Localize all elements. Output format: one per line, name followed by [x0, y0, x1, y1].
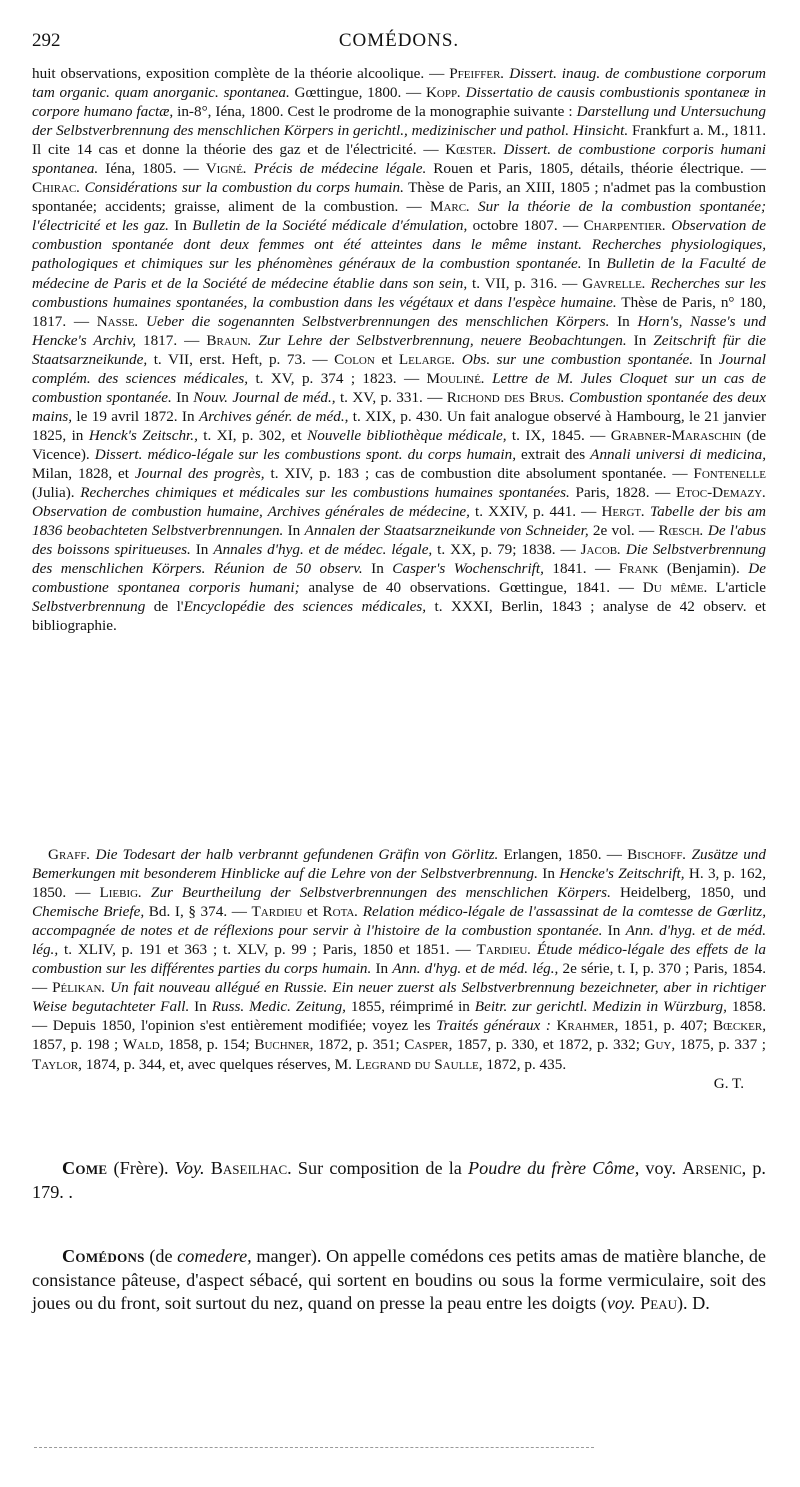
author-name: Braun: [206, 331, 248, 349]
text-run: t. XXXI, Berlin, 1843 ; analyse de 42 observ. et bibliographie.: [32, 598, 766, 635]
text-run: extrait des: [516, 445, 591, 463]
author-name: Rota: [322, 903, 355, 921]
italic-text: Journal complém. des sciences médicales,: [32, 350, 766, 387]
text-run: In: [168, 217, 193, 235]
author-name: Buchner: [254, 1036, 310, 1054]
text-run: Heidelberg, 1850, und: [610, 884, 766, 902]
text-run: manger). On appelle comédons ces petits amas de matière blanche, de consistance pâteuse, d'aspect sébacé, qui sortent en boudins ou sous la forme vermiculaire, soit des joues ou du front, soit surtout du nez, quand on presse la peau entre les doigts (: [32, 1246, 767, 1313]
italic-text: Nouv. Journal de méd.,: [193, 388, 336, 406]
text-run: t. VII, erst. Heft, p. 73. —: [147, 350, 335, 368]
italic-text: Dissert. médico-légale sur les combustions spont. du corps humain,: [94, 445, 516, 463]
italic-text: . Dissertatio de causis combustionis spontaneæ in corpore humano factæ,: [32, 84, 767, 121]
author-name: Guy: [644, 1036, 672, 1054]
author-name: Grabner-Maraschin: [610, 426, 742, 444]
italic-text: Archives génér. de méd.,: [198, 407, 349, 425]
text-run: Bd. I, § 374. —: [144, 903, 252, 921]
italic-text: voy.: [606, 1293, 636, 1313]
italic-text: . Dissert. inaug. de combustione corporum tam organic. quam anorganic. spontanea.: [32, 65, 766, 102]
italic-text: . Tabelle der bis am 1836 beobachteten Selbstverbrennungen.: [32, 503, 766, 540]
italic-text: Chemische Briefe,: [32, 903, 145, 921]
italic-text: Journal des progrès,: [134, 464, 265, 482]
text-run: Milan, 1828, et: [32, 464, 135, 482]
footer-rule: [34, 1447, 594, 1448]
text-run: In: [581, 255, 607, 273]
bibliography-paragraph-2: [32, 845, 766, 1093]
text-run: In: [190, 541, 214, 559]
italic-text: Beitr. zur gerichtl. Medizin in Würzburg,: [474, 998, 727, 1016]
author-name: Tardieu: [251, 903, 303, 921]
text-run: In: [693, 350, 719, 368]
italic-text: Voy.: [174, 1158, 205, 1178]
author-name: Kopp: [425, 84, 458, 102]
italic-text: . Lettre de M. Jules Cloquet sur un cas de combustion spontanée.: [32, 369, 766, 406]
italic-text: . Zur Beurtheilung der Selbstverbrennungen des menschlichen Körpers.: [138, 884, 611, 902]
text-run: in-8°, Iéna, 1800. Cest le prodrome de la monographie suivante :: [173, 103, 577, 121]
italic-text: Annales d'hyg. et de médec. légale,: [213, 541, 433, 559]
author-name: Marc: [429, 198, 467, 216]
text-run: octobre 1807. —: [467, 217, 584, 235]
text-run: In: [609, 312, 638, 330]
author-name: Bœcker: [712, 1017, 763, 1035]
text-run: (Julia).: [32, 484, 81, 502]
text-run: et: [302, 903, 323, 921]
text-run: In: [537, 865, 560, 883]
italic-text: Ann. d'hyg. et de méd. lég.,: [392, 960, 559, 978]
italic-text: Bulletin de la Faculté de médecine de Paris et de la Société de médecine établie dans son sein,: [32, 255, 766, 292]
italic-text: De combustione spontanea corporis humani;: [32, 560, 766, 597]
author-name: Chirac: [32, 179, 77, 197]
text-run: , 1874, p. 344, et, avec quelques réserves, M.: [78, 1055, 356, 1073]
italic-text: . Relation médico-légale de l'assassinat de la comtesse de Gœrlitz, accompagnée de notes et de réflexions pour servir à l'histoire de la combustion spontanée.: [32, 903, 767, 940]
dictionary-entry-come: [32, 1157, 766, 1204]
author-name: Casper: [404, 1036, 449, 1054]
text-run: t. XXIV, p. 441. —: [469, 503, 602, 521]
running-head: COMÉDONS.: [338, 30, 460, 51]
text-run: Rouen et Paris, 1805, détails, théorie électrique. —: [426, 160, 766, 178]
italic-text: comedere,: [177, 1246, 252, 1266]
bibliography-paragraph-1: [32, 64, 766, 635]
italic-text: . Die Todesart der halb verbrannt gefundenen Gräfin von Görlitz.: [86, 846, 499, 863]
text-run: Erlangen, 1850. —: [498, 846, 628, 863]
italic-text: . Zur Lehre der Selbstverbrennung, neuere Beobachtungen.: [247, 331, 627, 349]
author-name: Tardieu: [476, 941, 528, 959]
author-name: Nasse: [96, 312, 135, 330]
text-run: de l': [145, 598, 184, 616]
text-run: , 1858, p. 154;: [159, 1036, 255, 1054]
italic-text: . Obs. sur une combustion spontanée.: [451, 350, 694, 368]
dictionary-entry-comedons: [32, 1245, 766, 1316]
italic-text: Darstellung und Untersuchung der Selbstverbrennung des menschlichen Körpers in gerichtl., medizinischer und pathol. Hinsicht.: [32, 103, 766, 140]
italic-text: . Recherches sur les combustions humaines spontanées, la combustion dans les végétaux et dans l'espèce humaine.: [32, 274, 766, 311]
text-run: 1817. —: [136, 331, 207, 349]
text-run: 2e série, t. I, p. 370 ; Paris, 1854. —: [32, 960, 767, 997]
text-run: 1855, réimprimé in: [345, 998, 475, 1016]
text-run: 2e vol. —: [588, 522, 659, 540]
italic-text: . Un fait nouveau allégué en Russie. Ein neuer zuerst als Selbstverbrennung bezeichneter, aber in richtiger Weise begutachteter Fall.: [32, 979, 766, 1016]
text-run: In: [283, 522, 305, 540]
text-run: et: [374, 350, 399, 368]
italic-text: Encyclopédie des sciences médicales,: [183, 598, 427, 616]
italic-text: . Étude médico-légale des effets de la combustion sur les différentes parties du corps humain.: [32, 941, 766, 978]
text-run: ). D.: [677, 1293, 710, 1313]
text-run: (de: [144, 1246, 178, 1266]
text-run: voy.: [639, 1158, 683, 1178]
headword: Come: [62, 1158, 108, 1178]
italic-text: Selbstverbrennung: [32, 598, 146, 616]
author-name: Kœster: [445, 141, 493, 159]
italic-text: . Observation de combustion humaine, Archives générales de médecine,: [32, 484, 766, 521]
text-run: 1841. —: [543, 560, 619, 578]
text-run: . L'article: [703, 579, 767, 597]
author-name: Jacob: [580, 541, 618, 559]
text-run: , 1875, p. 337 ;: [671, 1036, 766, 1054]
author-name: Graff: [48, 846, 87, 863]
text-run: In: [602, 922, 626, 940]
text-run: In: [371, 960, 393, 978]
headword: Comédons: [62, 1246, 145, 1266]
text-run: Thèse de Paris, an XIII, 1805 ; n'admet pas la combustion spontanée; accidents; graisse, aliment de la combustion. —: [32, 179, 766, 216]
italic-text: Annalen der Staatsarzneikunde von Schneider,: [304, 522, 589, 540]
italic-text: Henck's Zeitschr.,: [88, 426, 198, 444]
text-run: In: [362, 560, 393, 578]
author-name: Liebig: [99, 884, 139, 902]
text-run: t. XIV, p. 183 ; cas de combustion dite absolument spontanée. —: [264, 464, 694, 482]
text-run: Paris, 1828. —: [569, 484, 676, 502]
italic-text: Nouvelle bibliothèque médicale,: [307, 426, 507, 444]
text-run: Gœttingue, 1800. —: [289, 84, 426, 102]
author-name: Bischoff: [627, 846, 683, 863]
page-header: [32, 30, 766, 54]
text-run: , 1857, p. 330, et 1872, p. 332;: [448, 1036, 645, 1054]
text-run: Iéna, 1805. —: [98, 160, 206, 178]
author-name: Vigné: [205, 160, 243, 178]
text-run: t. XV, p. 331. —: [335, 388, 447, 406]
author-name: Peau: [640, 1293, 677, 1313]
text-run: huit observations, exposition complète de la théorie alcoolique. —: [32, 65, 450, 82]
author-name: Mouliné: [426, 369, 481, 387]
italic-text: Zeitschrift für die Staatsarzneikunde,: [32, 331, 767, 368]
text-run: H. 3, p. 162, 1850. —: [32, 865, 766, 902]
italic-text: . Dissert. de combustione corporis humani spontanea.: [32, 141, 766, 178]
author-name: Legrand du Saulle: [355, 1055, 479, 1073]
author-name: Rœsch: [658, 522, 700, 540]
italic-text: . Considérations sur la combustion du corps humain.: [76, 179, 404, 197]
text-run: t. XX, p. 79; 1838. —: [432, 541, 581, 559]
text-run: 1858. — Depuis 1850, l'opinion s'est entièrement modifiée; voyez les: [32, 998, 767, 1035]
italic-text: Ann. d'hyg. et de méd. lég.,: [32, 922, 766, 959]
text-run: , 1857, p. 198 ;: [32, 1017, 766, 1054]
text-run: Frankfurt a. M., 1811. Il cite 14 cas et donne la théorie des gaz et de l'électricité. —: [32, 122, 767, 159]
author-name: Colon: [334, 350, 375, 368]
author-name: Charpentier: [583, 217, 663, 235]
italic-text: . Die Selbstverbrennung des menschlichen Körpers. Réunion de 50 observ.: [32, 541, 767, 578]
text-run: . Sur composition de la: [287, 1158, 469, 1178]
author-name: Taylor: [32, 1055, 79, 1073]
author-name: Arsenic: [682, 1158, 742, 1178]
text-run: , p. 179. .: [32, 1158, 766, 1202]
italic-text: . Précis de médecine légale.: [242, 160, 427, 178]
author-name: Krahmer: [556, 1017, 615, 1035]
italic-text: . Combustion spontanée des deux mains,: [32, 388, 767, 425]
page-number: 292: [32, 30, 61, 51]
author-name: Hergt: [601, 503, 642, 521]
italic-text: . Zusätze und Bemerkungen mit besonderem Hinblicke auf die Lehre von der Selbstverbrennung.: [32, 846, 766, 883]
italic-text: Casper's Wochenschrift,: [392, 560, 544, 578]
italic-text: Traités généraux :: [436, 1017, 551, 1035]
italic-text: Annali universi di medicina,: [590, 445, 767, 463]
bibliography-paragraph-2-text: [32, 845, 766, 1074]
author-name: Baseilhac: [210, 1158, 288, 1178]
text-run: In: [189, 998, 212, 1016]
italic-text: . Sur la théorie de la combustion spontanée; l'électricité et les gaz.: [32, 198, 766, 235]
italic-text: Horn's, Nasse's und Hencke's Archiv,: [32, 312, 767, 349]
text-run: , 1872, p. 435.: [478, 1055, 567, 1073]
author-name: Fontenelle: [693, 464, 766, 482]
text-run: (Frère).: [107, 1158, 175, 1178]
italic-text: Russ. Medic. Zeitung,: [211, 998, 346, 1016]
italic-text: . Observation de combustion spontanée dont deux femmes ont été atteintes dans le même instant. Recherches physiologiques, pathologiques et chimiques sur les phénomènes généraux de la combustion spontanée.: [32, 217, 767, 273]
text-run: In: [171, 388, 194, 406]
text-run: (de Vicence).: [32, 426, 766, 463]
text-run: (Benjamin).: [658, 560, 749, 578]
text-run: t. XLIV, p. 191 et 363 ; t. XLV, p. 99 ; Paris, 1850 et 1851. —: [58, 941, 477, 959]
text-run: t. XV, p. 374 ; 1823. —: [248, 369, 427, 387]
italic-text: Bulletin de la Société médicale d'émulation,: [192, 217, 468, 235]
author-name: Lelarge: [398, 350, 452, 368]
text-run: Thèse de Paris, n° 180, 1817. —: [32, 293, 766, 330]
italic-text: Poudre du frère Côme,: [468, 1158, 640, 1178]
author-name: Pfeiffer: [449, 65, 501, 82]
text-run: In: [626, 331, 654, 349]
text-run: t. XIX, p. 430. Un fait analogue observé à Hambourg, le 21 janvier 1825, in: [32, 407, 767, 444]
author-name: Frank: [618, 560, 659, 578]
italic-text: Hencke's Zeitschrift,: [559, 865, 685, 883]
text-run: t. IX, 1845. —: [506, 426, 611, 444]
author-name: Wald: [122, 1036, 160, 1054]
author-name: Etoc-Demazy: [675, 484, 763, 502]
italic-text: . De l'abus des boissons spiritueuses.: [32, 522, 766, 559]
italic-text: Recherches chimiques et médicales sur les combustions humaines spontanées.: [80, 484, 570, 502]
author-name: Richond des Brus: [446, 388, 561, 406]
author-signature: G. T.: [713, 1074, 744, 1092]
text-run: le 19 avril 1872. In: [72, 407, 199, 425]
text-run: , 1872, p. 351;: [309, 1036, 405, 1054]
text-run: , 1851, p. 407;: [614, 1017, 713, 1035]
text-run: analyse de 40 observations. Gœttingue, 1841. —: [299, 579, 643, 597]
author-name: Pélikan: [52, 979, 102, 997]
text-run: t. VII, p. 316. —: [467, 274, 583, 292]
author-name: Du même: [642, 579, 704, 597]
text-run: t. XI, p. 302, et: [197, 426, 308, 444]
italic-text: . Ueber die sogenannten Selbstverbrennungen des menschlichen Körpers.: [134, 312, 610, 330]
author-name: Gavrelle: [582, 274, 642, 292]
